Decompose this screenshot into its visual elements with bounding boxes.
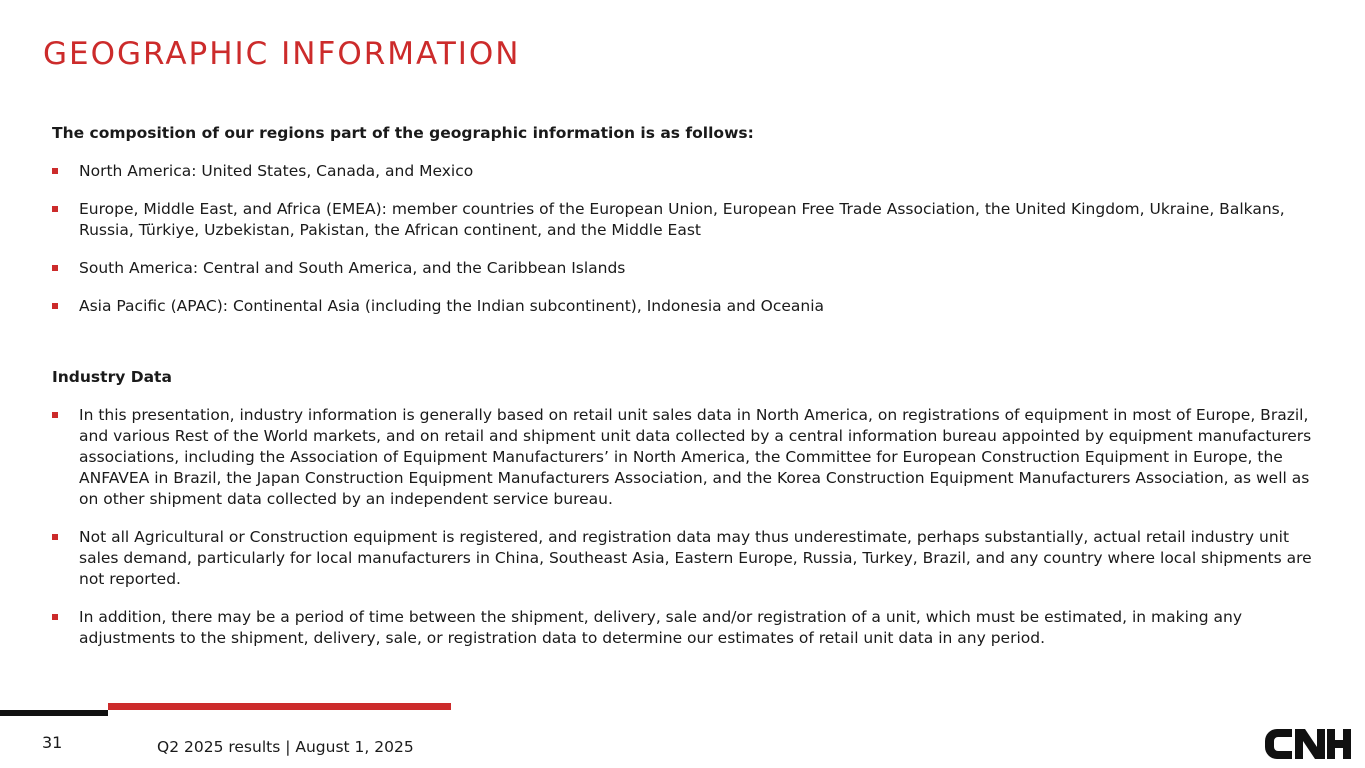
list-item (52, 199, 1317, 241)
list-item-text: Not all Agricultural or Construction equipment is registered, and registration data may thus underestimate, perhaps substantially, actual retail industry unit sales demand, particularly for local manufacturers in China, Southeast Asia, Eastern Europe, Russia, Turkey, Brazil, and any country where local shipments are not reported. (79, 528, 1312, 588)
list-item (52, 607, 1317, 649)
industry-list (52, 405, 1317, 649)
list-item-text: In this presentation, industry information is generally based on retail unit sales data in North America, on registrations of equipment in most of Europe, Brazil, and various Rest of the World markets, and on retail and shipment unit data collected by a central information bureau appointed by equipment manufacturers associations, including the Association of Equipment Manufacturers’ in North America, the Committee for European Construction Equipment in Europe, the ANFAVEA in Brazil, the Japan Construction Equipment Manufacturers Association, and the Korea Construction Equipment Manufacturers Association, as well as on other shipment data collected by an independent service bureau. (79, 406, 1312, 508)
slide-title: GEOGRAPHIC INFORMATION (43, 36, 521, 72)
list-item-text: North America: United States, Canada, and Mexico (79, 162, 474, 180)
list-item-text: Europe, Middle East, and Africa (EMEA): member countries of the European Union, European Free Trade Association, the United Kingdom, Ukraine, Balkans, Russia, Türkiye, Uzbekistan, Pakistan, the African continent, and the Middle East (79, 200, 1285, 239)
list-item (52, 296, 1317, 317)
list-item (52, 527, 1317, 590)
regions-list (52, 161, 1317, 317)
bullet-square-icon (52, 168, 58, 174)
footer-divider-red (108, 703, 451, 710)
industry-heading: Industry Data (52, 368, 172, 386)
list-item-text: In addition, there may be a period of time between the shipment, delivery, sale and/or registration of a unit, which must be estimated, in making any adjustments to the shipment, delivery, sale, or registration data to determine our estimates of retail unit data in any period. (79, 608, 1243, 647)
bullet-square-icon (52, 303, 58, 309)
list-item (52, 161, 1317, 182)
slide-content (52, 123, 1317, 649)
page-number: 31 (42, 733, 63, 752)
list-item-text: South America: Central and South America, and the Caribbean Islands (79, 259, 626, 277)
list-item-text: Asia Pacific (APAC): Continental Asia (including the Indian subcontinent), Indonesia and Oceania (79, 297, 825, 315)
bullet-square-icon (52, 412, 58, 418)
list-item (52, 258, 1317, 279)
bullet-square-icon (52, 265, 58, 271)
bullet-square-icon (52, 534, 58, 540)
bullet-square-icon (52, 614, 58, 620)
regions-section (52, 123, 1317, 317)
bullet-square-icon (52, 206, 58, 212)
cnh-logo-icon (1265, 729, 1351, 759)
footer-divider-black (0, 710, 108, 716)
footer-text: Q2 2025 results | August 1, 2025 (157, 738, 414, 756)
list-item (52, 405, 1317, 510)
regions-heading: The composition of our regions part of the geographic information is as follows: (52, 124, 754, 142)
industry-section (52, 367, 1317, 649)
